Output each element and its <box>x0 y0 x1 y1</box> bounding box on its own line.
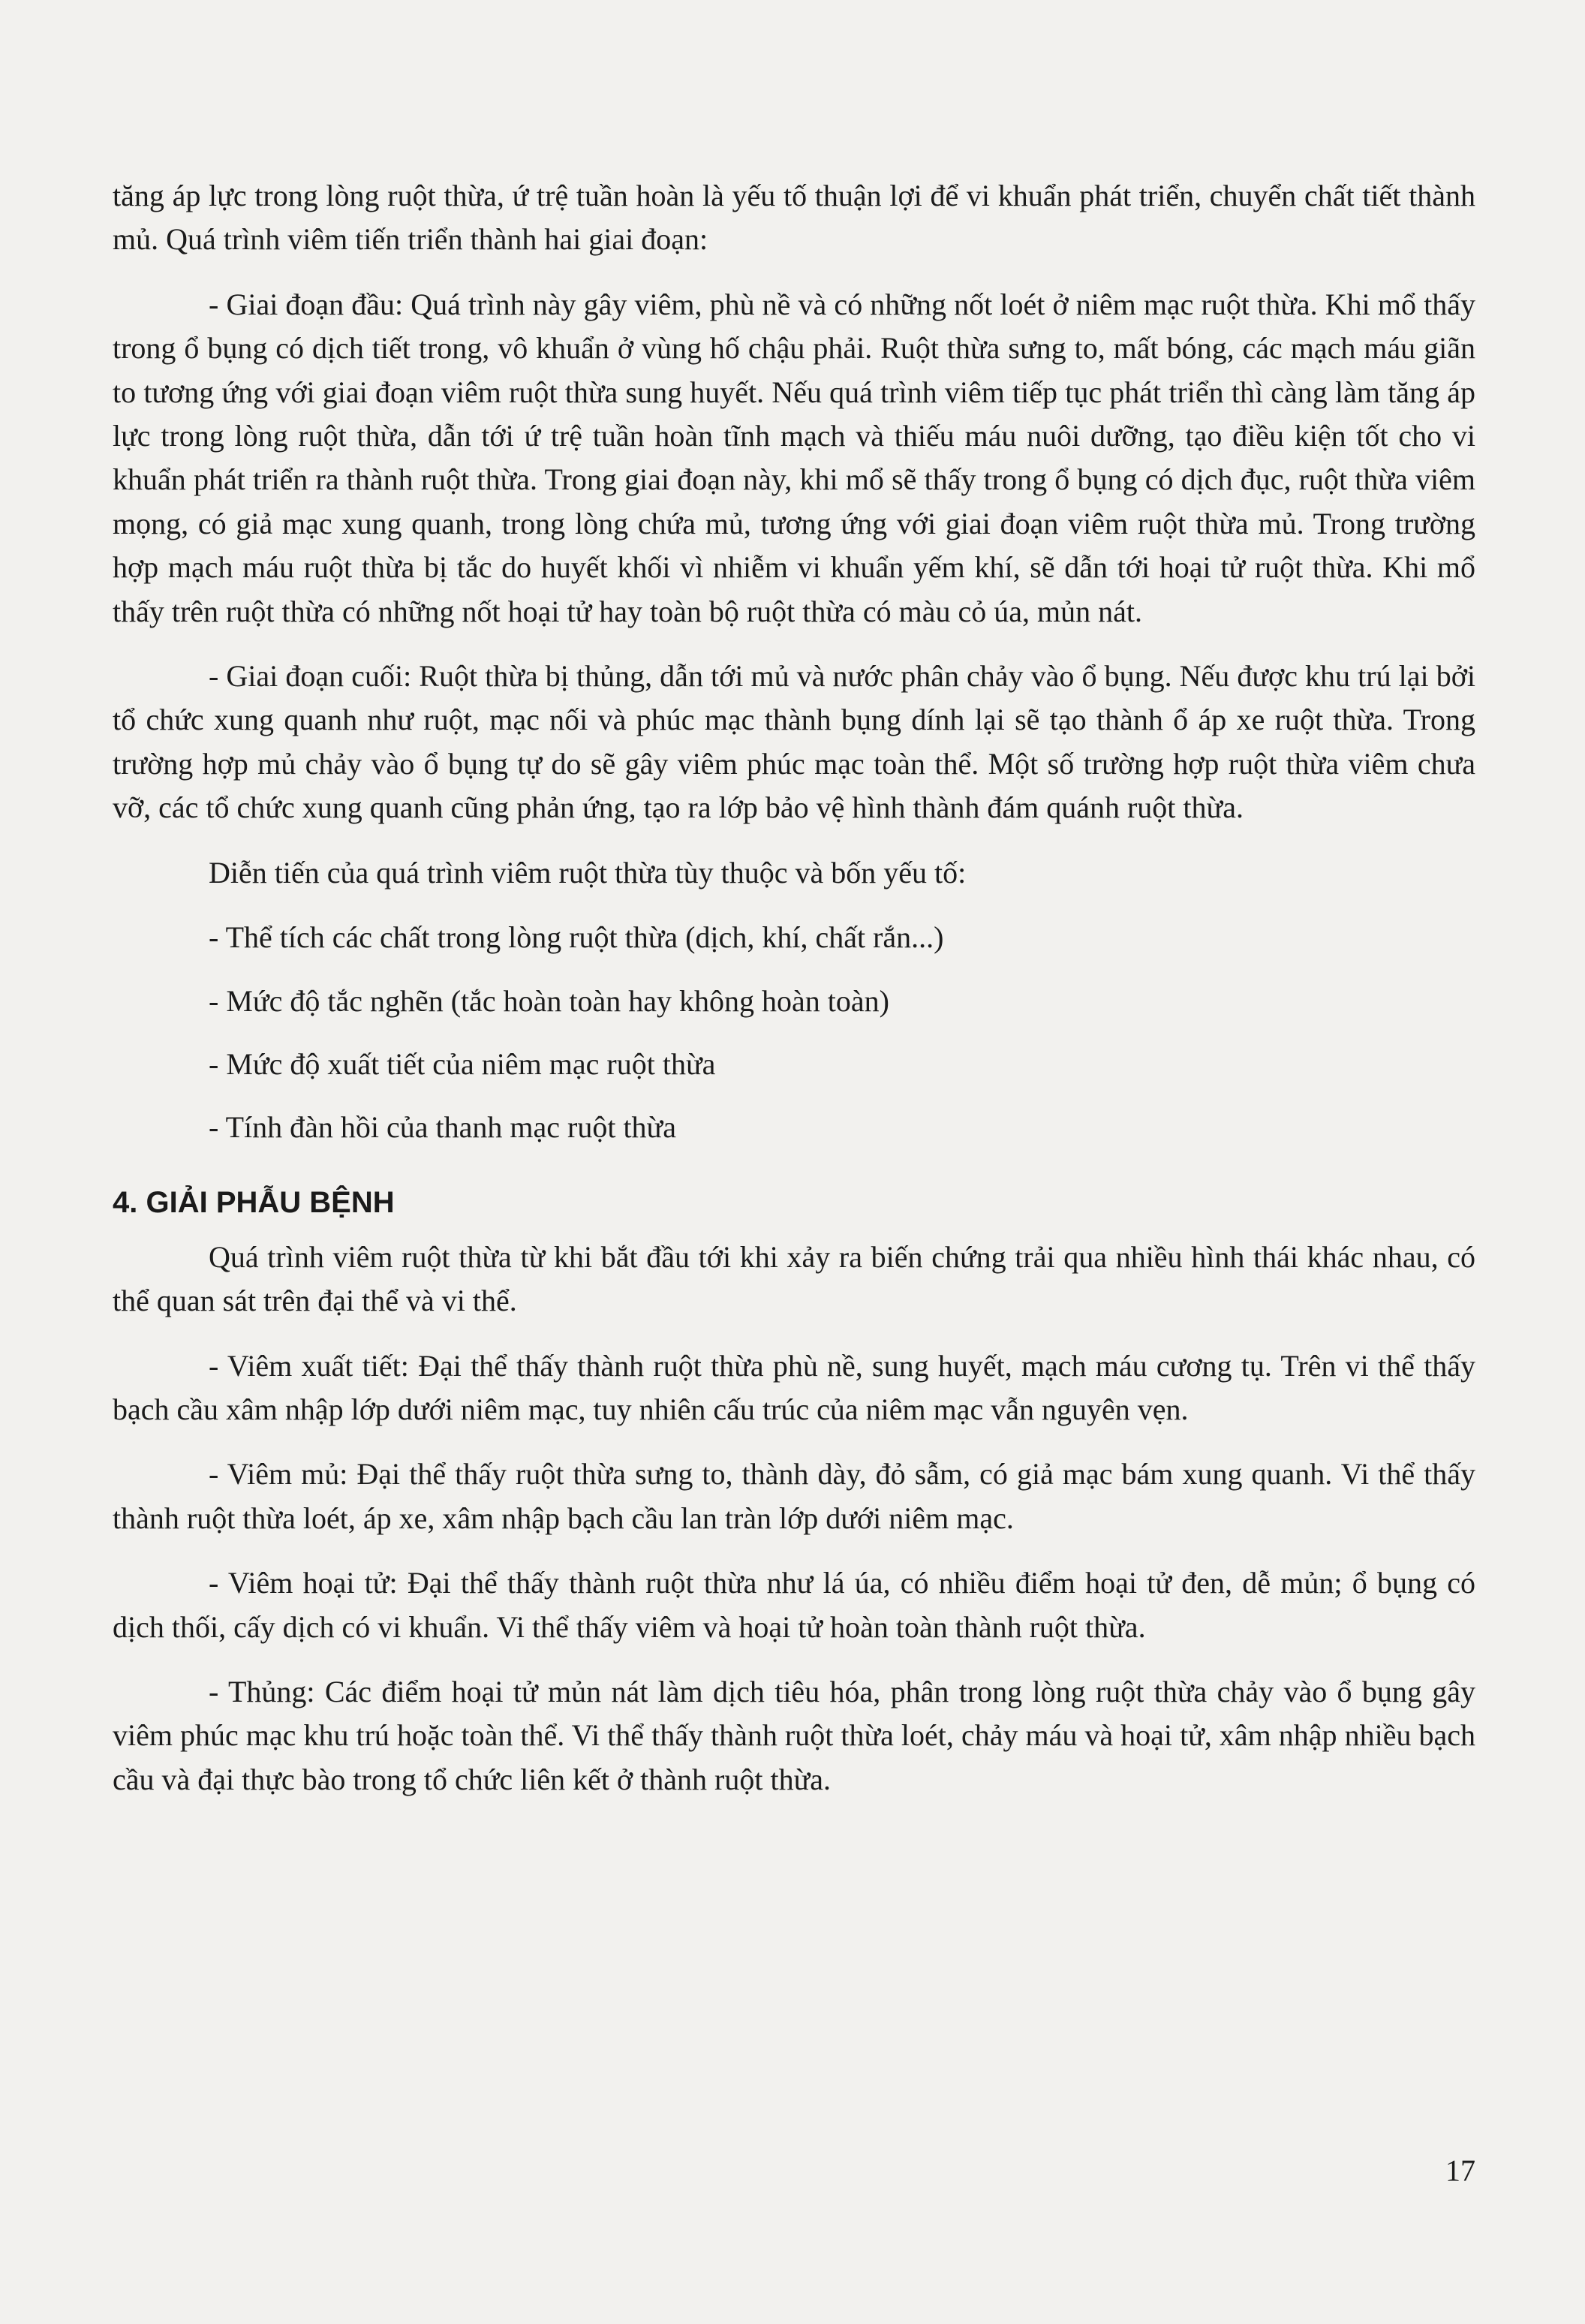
paragraph-pathology-intro: Quá trình viêm ruột thừa từ khi bắt đầu tới khi xảy ra biến chứng trải qua nhiều hình thái khác nhau, có thể quan sát trên đại thể và vi thể. <box>113 1239 1475 1318</box>
paragraph-progression-factors: Diễn tiến của quá trình viêm ruột thừa tùy thuộc và bốn yếu tố: <box>209 855 967 890</box>
page-content <box>113 174 1475 1802</box>
factor-item: - Thể tích các chất trong lòng ruột thừa (dịch, khí, chất rắn...) <box>209 920 944 955</box>
paragraph-perforation: - Thủng: Các điểm hoại tử mủn nát làm dịch tiêu hóa, phân trong lòng ruột thừa chảy vào ổ bụng gây viêm phúc mạc khu trú hoặc toàn thể. Vi thể thấy thành ruột thừa loét, chảy máu và hoại tử, xâm nhập nhiều bạch cầu và đại thực bào trong tổ chức liên kết ở thành ruột thừa. <box>113 1674 1475 1796</box>
paragraph-necrotic-inflammation: - Viêm hoại tử: Đại thể thấy thành ruột thừa như lá úa, có nhiều điểm hoại tử đen, dễ mủn; ổ bụng có dịch thối, cấy dịch có vi khuẩn. Vi thể thấy viêm và hoại tử hoàn toàn thành ruột thừa. <box>113 1566 1475 1644</box>
paragraph-intro-continuation: tăng áp lực trong lòng ruột thừa, ứ trệ tuần hoàn là yếu tố thuận lợi để vi khuẩn phát triển, chuyển chất tiết thành mủ. Quá trình viêm tiến triển thành hai giai đoạn: <box>113 179 1475 257</box>
factor-item: - Tính đàn hồi của thanh mạc ruột thừa <box>209 1110 676 1145</box>
paragraph-late-stage: - Giai đoạn cuối: Ruột thừa bị thủng, dẫn tới mủ và nước phân chảy vào ổ bụng. Nếu được khu trú lại bởi tổ chức xung quanh như ruột, mạc nối và phúc mạc thành bụng dính lại sẽ tạo thành ổ áp xe ruột thừa. Trong trường hợp mủ chảy vào ổ bụng tự do sẽ gây viêm phúc mạc toàn thể. Một số trường hợp ruột thừa viêm chưa vỡ, các tổ chức xung quanh cũng phản ứng, tạo ra lớp bảo vệ hình thành đám quánh ruột thừa. <box>113 659 1475 825</box>
page-number: 17 <box>1445 2154 1475 2187</box>
paragraph-suppurative-inflammation: - Viêm mủ: Đại thể thấy ruột thừa sưng to, thành dày, đỏ sẫm, có giả mạc bám xung quanh. Vi thể thấy thành ruột thừa loét, áp xe, xâm nhập bạch cầu lan tràn lớp dưới niêm mạc. <box>113 1457 1475 1535</box>
paragraph-exudative-inflammation: - Viêm xuất tiết: Đại thể thấy thành ruột thừa phù nề, sung huyết, mạch máu cương tụ. Trên vi thể thấy bạch cầu xâm nhập lớp dưới niêm mạc, tuy nhiên cấu trúc của niêm mạc vẫn nguyên vẹn. <box>113 1348 1475 1426</box>
section-heading-pathology: 4. GIẢI PHẪU BỆNH <box>113 1185 395 1219</box>
factor-item: - Mức độ tắc nghẽn (tắc hoàn toàn hay không hoàn toàn) <box>209 983 889 1018</box>
factor-list <box>113 916 1475 1150</box>
factor-item: - Mức độ xuất tiết của niêm mạc ruột thừa <box>209 1046 716 1081</box>
paragraph-early-stage: - Giai đoạn đầu: Quá trình này gây viêm, phù nề và có những nốt loét ở niêm mạc ruột thừa. Khi mổ thấy trong ổ bụng có dịch tiết trong, vô khuẩn ở vùng hố chậu phải. Ruột thừa sưng to, mất bóng, các mạch máu giãn to tương ứng với giai đoạn viêm ruột thừa sung huyết. Nếu quá trình viêm tiếp tục phát triển thì càng làm tăng áp lực trong lòng ruột thừa, dẫn tới ứ trệ tuần hoàn tĩnh mạch và thiếu máu nuôi dưỡng, tạo điều kiện tốt cho vi khuẩn phát triển ra thành ruột thừa. Trong giai đoạn này, khi mổ sẽ thấy trong ổ bụng có dịch đục, ruột thừa viêm mọng, có giả mạc xung quanh, trong lòng chứa mủ, tương ứng với giai đoạn viêm ruột thừa mủ. Trong trường hợp mạch máu ruột thừa bị tắc do huyết khối vì nhiễm vi khuẩn yếm khí, sẽ dẫn tới hoại tử ruột thừa. Khi mổ thấy trên ruột thừa có những nốt hoại tử hay toàn bộ ruột thừa có màu cỏ úa, mủn nát. <box>113 287 1475 628</box>
